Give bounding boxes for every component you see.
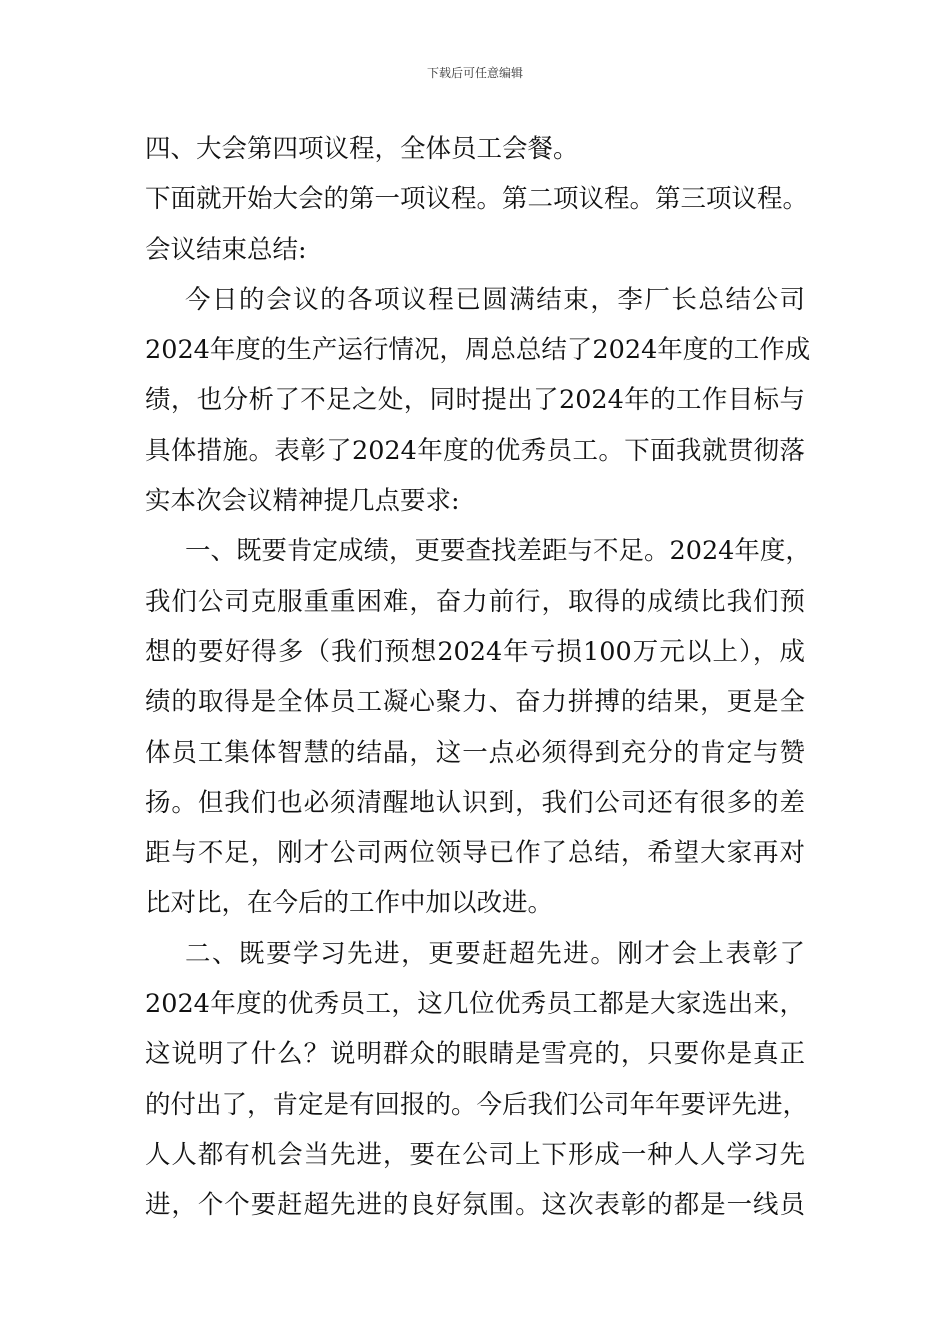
text-line: 具体措施。表彰了2024年度的优秀员工。下面我就贯彻落 (145, 435, 805, 466)
text-line: 下面就开始大会的第一项议程。第二项议程。第三项议程。 (145, 184, 809, 215)
text-line: 绩，也分析了不足之处，同时提出了2024年的工作目标与 (145, 385, 805, 416)
text-line: 四、大会第四项议程，全体员工会餐。 (145, 134, 579, 164)
text-line: 距与不足，刚才公司两位领导已作了总结，希望大家再对 (145, 838, 805, 869)
text-line: 体员工集体智慧的结晶，这一点必须得到充分的肯定与赞 (145, 737, 805, 768)
text-line: 人人都有机会当先进，要在公司上下形成一种人人学习先 (145, 1139, 805, 1170)
text-line: 这说明了什么？说明群众的眼睛是雪亮的，只要你是真正 (145, 1039, 805, 1070)
text-line: 绩的取得是全体员工凝心聚力、奋力拼搏的结果，更是全 (145, 687, 805, 718)
document-body (145, 124, 811, 1231)
text-line: 扬。但我们也必须清醒地认识到，我们公司还有很多的差 (145, 787, 805, 818)
paragraph-first-line: 一、既要肯定成绩，更要查找差距与不足。2024年度， (185, 536, 811, 567)
text-line: 我们公司克服重重困难，奋力前行，取得的成绩比我们预 (145, 586, 805, 617)
paragraph-first-line: 今日的会议的各项议程已圆满结束，李厂长总结公司 (185, 284, 805, 315)
paragraph-first-line: 二、既要学习先进，更要赶超先进。刚才会上表彰了 (185, 938, 805, 969)
text-line: 2024年度的生产运行情况，周总总结了2024年度的工作成 (145, 335, 811, 366)
text-line: 的付出了，肯定是有回报的。今后我们公司年年要评先进， (145, 1089, 809, 1120)
page-header-note: 下载后可任意编辑 (426, 66, 523, 80)
text-line: 会议结束总结: (145, 234, 307, 265)
text-line: 进，个个要赶超先进的良好氛围。这次表彰的都是一线员 (145, 1190, 805, 1221)
text-line: 想的要好得多（我们预想2024年亏损100万元以上），成 (145, 636, 805, 667)
text-line: 实本次会议精神提几点要求: (145, 486, 460, 517)
text-line: 2024年度的优秀员工，这几位优秀员工都是大家选出来， (145, 989, 805, 1020)
text-line: 比对比，在今后的工作中加以改进。 (145, 888, 554, 919)
